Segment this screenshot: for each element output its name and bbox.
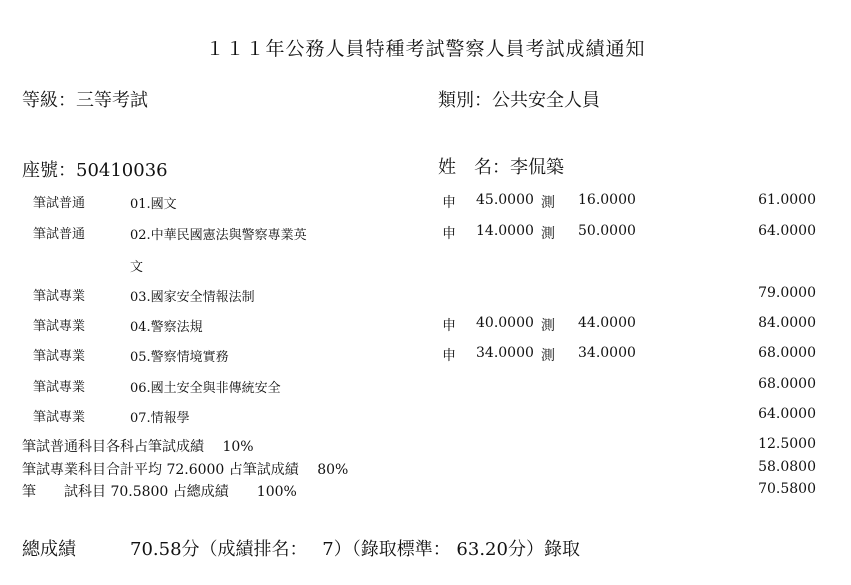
summary-value: 58.0800 bbox=[758, 459, 816, 475]
subject-name-wrap: 文 bbox=[130, 260, 144, 275]
subject-score-1: 14.0000 bbox=[476, 223, 534, 239]
exam-category: 類別：公共安全人員 bbox=[438, 90, 600, 111]
subject-score-2: 34.0000 bbox=[578, 345, 636, 361]
subject-total: 84.0000 bbox=[758, 315, 816, 331]
subject-type: 筆試普通 bbox=[33, 227, 86, 242]
subject-type: 筆試普通 bbox=[33, 196, 86, 211]
subject-total: 79.0000 bbox=[758, 285, 816, 301]
subject-score-1: 45.0000 bbox=[476, 192, 534, 208]
subject-mark: 申 bbox=[442, 318, 456, 334]
subject-name: 02.中華民國憲法與警察專業英 bbox=[130, 228, 307, 243]
total-score-line: 總成績 70.58分（成績排名： 7）（錄取標準： 63.20分）錄取 bbox=[22, 539, 580, 560]
notice-title: １１１年公務人員特種考試警察人員考試成績通知 bbox=[205, 38, 646, 60]
subject-total: 64.0000 bbox=[758, 223, 816, 239]
measure-label: 測 bbox=[541, 195, 555, 211]
subject-total: 64.0000 bbox=[758, 406, 816, 422]
subject-score-1: 40.0000 bbox=[476, 315, 534, 331]
subject-score-2: 50.0000 bbox=[578, 223, 636, 239]
summary-value: 70.5800 bbox=[758, 481, 816, 497]
subject-name: 04.警察法規 bbox=[130, 320, 203, 335]
summary-label: 筆 試科目 70.5800 占總成績 100% bbox=[22, 484, 297, 500]
subject-name: 05.警察情境實務 bbox=[130, 350, 229, 365]
subject-total: 68.0000 bbox=[758, 376, 816, 392]
subject-total: 61.0000 bbox=[758, 192, 816, 208]
seat-number: 座號：50410036 bbox=[22, 160, 168, 181]
subject-mark: 申 bbox=[442, 226, 456, 242]
subject-type: 筆試專業 bbox=[33, 319, 86, 334]
subject-score-2: 44.0000 bbox=[578, 315, 636, 331]
summary-label: 筆試專業科目合計平均 72.6000 占筆試成績 80% bbox=[22, 462, 349, 478]
measure-label: 測 bbox=[541, 318, 555, 334]
measure-label: 測 bbox=[541, 226, 555, 242]
subject-name: 07.情報學 bbox=[130, 411, 190, 426]
subject-name: 06.國土安全與非傳統安全 bbox=[130, 381, 281, 396]
measure-label: 測 bbox=[541, 348, 555, 364]
subject-type: 筆試專業 bbox=[33, 380, 86, 395]
subject-type: 筆試專業 bbox=[33, 289, 86, 304]
exam-level: 等級：三等考試 bbox=[22, 90, 148, 111]
subject-total: 68.0000 bbox=[758, 345, 816, 361]
subject-score-1: 34.0000 bbox=[476, 345, 534, 361]
candidate-name: 姓 名：李侃築 bbox=[438, 157, 564, 178]
subject-score-2: 16.0000 bbox=[578, 192, 636, 208]
subject-name: 01.國文 bbox=[130, 197, 177, 212]
summary-label: 筆試普通科目各科占筆試成績 10% bbox=[22, 439, 254, 455]
subject-type: 筆試專業 bbox=[33, 349, 86, 364]
subject-mark: 申 bbox=[442, 195, 456, 211]
subject-mark: 申 bbox=[442, 348, 456, 364]
subject-name: 03.國家安全情報法制 bbox=[130, 290, 255, 305]
summary-value: 12.5000 bbox=[758, 436, 816, 452]
subject-type: 筆試專業 bbox=[33, 410, 86, 425]
